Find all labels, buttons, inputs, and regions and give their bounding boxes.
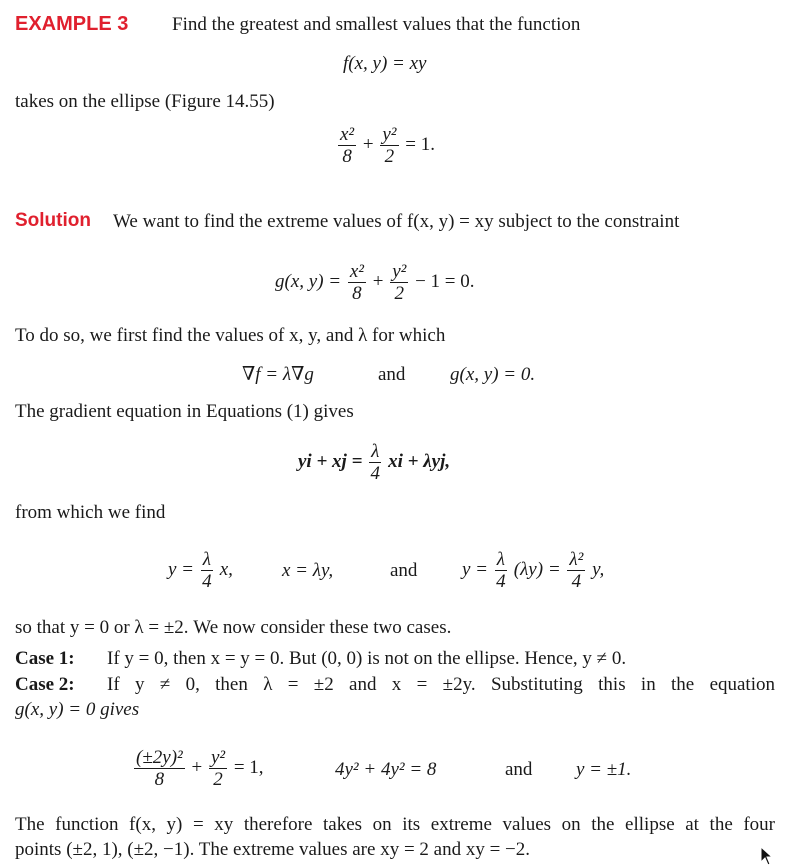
equation-row-2: x = λy, (282, 560, 334, 581)
mouse-cursor-icon (760, 846, 774, 866)
case2-label: Case 2: (15, 674, 75, 695)
final-equation-1: $\frac{\text{(±2y)²}}{8}$ + $\frac{\text{y²}}{2}$ = 1, (136, 747, 264, 790)
grad-equation-left: ∇f = λ∇g (242, 364, 314, 385)
case2-cont: g(x, y) = 0 gives (15, 699, 140, 720)
case2-text: If y ≠ 0, then λ = ±2 and x = ±2y. Substituting this in the equation (107, 674, 775, 695)
case1-text: If y = 0, then x = y = 0. But (0, 0) is not on the ellipse. Hence, y ≠ 0. (107, 648, 627, 669)
case1-label: Case 1: (15, 648, 75, 669)
todo-text: To do so, we first find the values of x, y, and λ for which (15, 325, 446, 346)
constraint-equation: g(x, y) = $\frac{\text{x²}}{8}$ + $\frac{\text{y²}}{2}$ − 1 = 0. (275, 261, 475, 304)
equation-row-3: y = $\frac{\lambda}{4}$ (λy) = $\frac{\text{λ²}}{4}$ y, (462, 549, 605, 592)
conclusion-line-1: The function f(x, y) = xy therefore takes on its extreme values on the ellipse at the four (15, 814, 775, 835)
ellipse-equation: $\frac{\text{x²}}{8}$ + $\frac{\text{y²}}{2}$ = 1. (340, 124, 435, 167)
ellipse-frac-y: $\frac{\text{y²}}{2}$ (382, 124, 397, 167)
example-intro: Find the greatest and smallest values that the function (172, 14, 581, 35)
final-equation-2: 4y² + 4y² = 8 (335, 759, 437, 780)
final-equation-3: y = ±1. (576, 759, 632, 780)
example-label: EXAMPLE 3 (15, 13, 129, 35)
so-that-text: so that y = 0 or λ = ±2. We now consider these two cases. (15, 617, 452, 638)
grad-equation-and: and (378, 364, 406, 385)
conclusion-line-2: points (±2, 1), (±2, −1). The extreme values are xy = 2 and xy = −2. (15, 839, 531, 860)
vector-equation: yi + xj = $\frac{\lambda}{4}$ xi + λyj, (298, 441, 451, 484)
takes-on-text: takes on the ellipse (Figure 14.55) (15, 91, 275, 112)
equation-row-and: and (390, 560, 418, 581)
from-which-text: from which we find (15, 502, 166, 523)
solution-text: We want to find the extreme values of f(x, y) = xy subject to the constraint (113, 211, 680, 232)
function-equation: f(x, y) = xy (343, 53, 427, 74)
grad-equation-right: g(x, y) = 0. (450, 364, 536, 385)
final-equation-and: and (505, 759, 533, 780)
equation-row-1: y = $\frac{\lambda}{4}$ x, (168, 549, 233, 592)
solution-label: Solution (15, 210, 91, 231)
gradient-text: The gradient equation in Equations (1) gives (15, 401, 354, 422)
ellipse-frac-x: $\frac{\text{x²}}{8}$ (340, 124, 355, 167)
